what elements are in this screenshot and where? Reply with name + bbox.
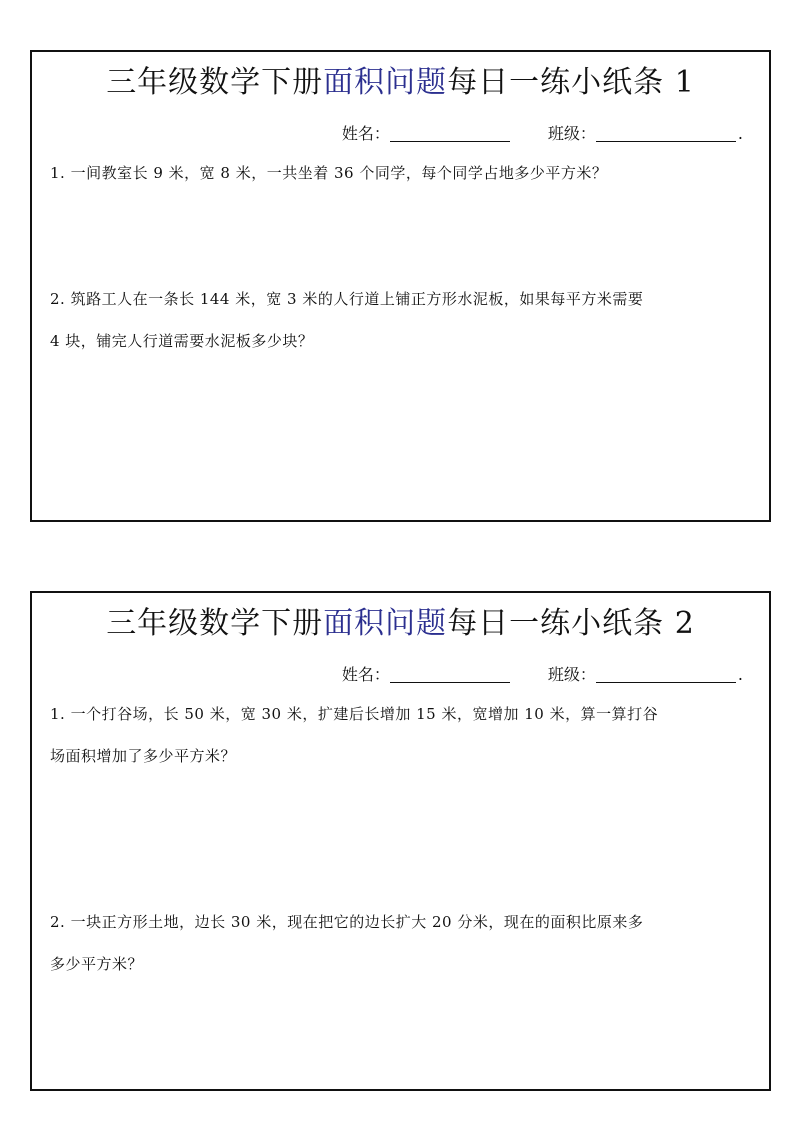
title-suffix: 每日一练小纸条 1: [447, 65, 695, 100]
question-1: [50, 693, 751, 777]
question-line: 4 块，铺完人行道需要水泥板多少块？: [50, 332, 314, 350]
title-highlight: 面积问题: [323, 606, 448, 641]
question-line: 2. 筑路工人在一条长 144 米，宽 3 米的人行道上铺正方形水泥板，如果每平方米需要: [50, 290, 644, 308]
question-line: 1. 一间教室长 9 米，宽 8 米，一共坐着 36 个同学，每个同学占地多少平方米？: [50, 164, 608, 182]
title-suffix: 每日一练小纸条 2: [447, 606, 695, 641]
question-2: [50, 901, 751, 985]
end-dot: .: [737, 665, 743, 684]
question-line: 1. 一个打谷场，长 50 米，宽 30 米，扩建后长增加 15 米，宽增加 10 米，算一算打谷: [50, 705, 659, 723]
worksheet-title: [32, 60, 769, 106]
name-blank-line[interactable]: [390, 664, 510, 683]
title-prefix: 三年级数学下册: [106, 65, 324, 100]
name-label: 姓名：: [341, 124, 390, 143]
worksheet-card-1: [30, 50, 771, 522]
question-line: 多少平方米？: [50, 955, 144, 973]
worksheet-title: [32, 601, 769, 647]
end-dot: .: [737, 124, 743, 143]
class-label: 班级：: [547, 665, 596, 684]
name-label: 姓名：: [341, 665, 390, 684]
question-1: [50, 152, 751, 194]
class-blank-line[interactable]: [596, 664, 736, 683]
question-2: [50, 278, 751, 362]
title-highlight: 面积问题: [323, 65, 448, 100]
student-info-row: [342, 663, 743, 687]
class-label: 班级：: [547, 124, 596, 143]
student-info-row: [342, 122, 743, 146]
name-blank-line[interactable]: [390, 123, 510, 142]
title-prefix: 三年级数学下册: [106, 606, 324, 641]
class-blank-line[interactable]: [596, 123, 736, 142]
worksheet-card-2: [30, 591, 771, 1091]
question-line: 2. 一块正方形土地，边长 30 米，现在把它的边长扩大 20 分米，现在的面积比原来多: [50, 913, 644, 931]
question-line: 场面积增加了多少平方米？: [50, 747, 237, 765]
